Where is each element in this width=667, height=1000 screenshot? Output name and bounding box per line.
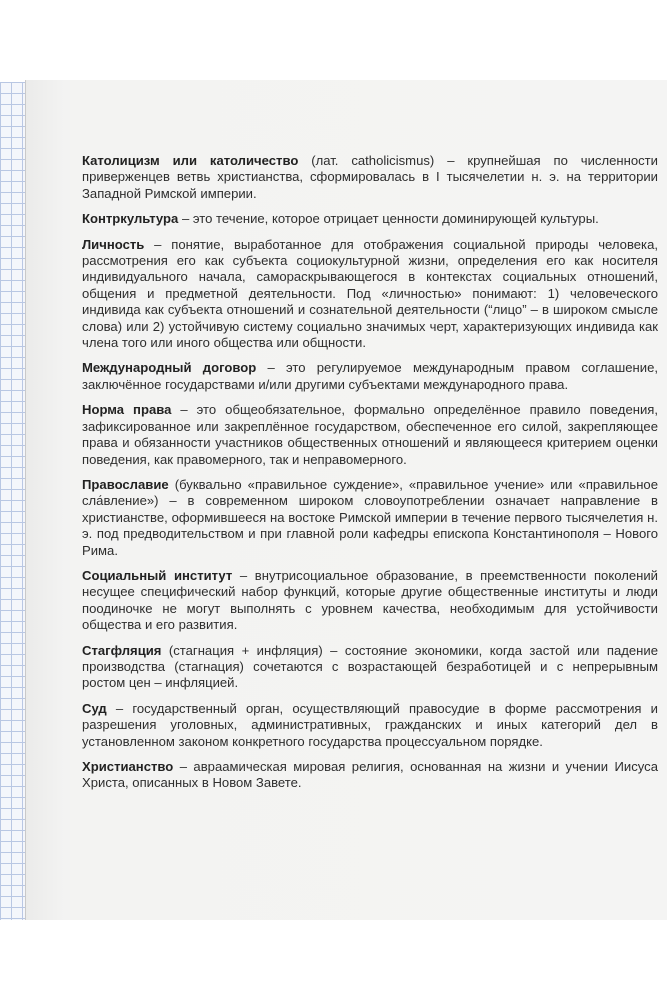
entry-definition: – внутрисоциальное образование, в преемственности поколений несущее специфический набор функций, которые другие общественные институты и люди поодиночке не могут выполнять с уровнем качества, необходимым для устойчивости общества и его развития.: [82, 567, 658, 633]
entry-term: Суд: [82, 700, 107, 716]
entry-term: Международный договор: [82, 360, 257, 376]
entry-term: Стагфляция: [82, 642, 162, 658]
glossary-entry-counterculture: [82, 211, 658, 227]
glossary-entry-orthodoxy: [82, 477, 658, 559]
glossary: [82, 153, 658, 801]
entry-definition: – понятие, выработанное для отображения социальной природы человека, рассмотрения его как субъекта социокультурной жизни, определения его как носителя индивидуального начала, самораскрывающегося в контекстах социальных отношений, общения и предметной деятельности. Под «личностью» понимают: 1) человеческого индивида как субъекта отношений и сознательной деятельности (“лицо” – в широком смысле слова) или 2) устойчивую систему социально значимых черт, характеризующих индивида как члена того или иного общества или общности.: [82, 236, 658, 351]
entry-definition: – это общеобязательное, формально определённое правило поведения, зафиксированное или закреплённое государством, обеспеченное его силой, закрепляющее права и обязанности участников общественных отношений и являющееся критерием оценки поведения, как правомерного, так и неправомерного.: [82, 402, 658, 467]
entry-term: Социальный институт: [82, 567, 233, 583]
entry-definition: – это регулируемое международным правом соглашение, заключённое государствами и/или другими субъектами международного права.: [82, 360, 658, 392]
glossary-entry-christianity: [82, 759, 658, 792]
glossary-entry-court: [82, 701, 658, 750]
glossary-entry-international-treaty: [82, 360, 658, 393]
entry-definition: (стагнация + инфляция) – состояние экономики, когда застой или падение производства (стагнация) сочетаются с возрастающей безработицей и с непрерывным ростом цен – инфляцией.: [82, 642, 658, 691]
entry-term: Личность: [82, 236, 145, 252]
entry-definition: (лат. catholicismus) – крупнейшая по численности приверженцев ветвь христианства, сформировалась в I тысячелетии н. э. на территории Западной Римской империи.: [82, 153, 658, 201]
entry-definition: – это течение, которое отрицает ценности доминирующей культуры.: [178, 211, 599, 227]
entry-term: Христианство: [82, 759, 174, 774]
book-page: [25, 80, 667, 920]
glossary-entry-legal-norm: [82, 402, 658, 468]
entry-term: Норма права: [82, 402, 172, 418]
entry-term: Католицизм или католичество: [82, 153, 299, 168]
glossary-entry-social-institution: [82, 568, 658, 634]
entry-term: Православие: [82, 476, 169, 492]
glossary-entry-personality: [82, 237, 658, 352]
glossary-entry-stagflation: [82, 643, 658, 692]
entry-definition: (буквально «правильное суждение», «правильное учение» или «правильное сла́вление») – в современном широком словоупотреблении означает направление в христианстве, оформившееся на востоке Римской империи в течение первого тысячелетия н. э. под предводительством и при главной роли кафедры епископа Константинополя – Нового Рима.: [82, 476, 658, 558]
entry-definition: – государственный орган, осуществляющий правосудие в форме рассмотрения и разрешения уголовных, административных, гражданских и иных категорий дел в установленном законом конкретного государства процессуальном порядке.: [82, 700, 658, 749]
glossary-entry-catholicism: [82, 153, 658, 202]
entry-definition: – авраамическая мировая религия, основанная на жизни и учении Иисуса Христа, описанных в Новом Завете.: [82, 759, 658, 791]
entry-term: Контркультура: [82, 211, 179, 227]
